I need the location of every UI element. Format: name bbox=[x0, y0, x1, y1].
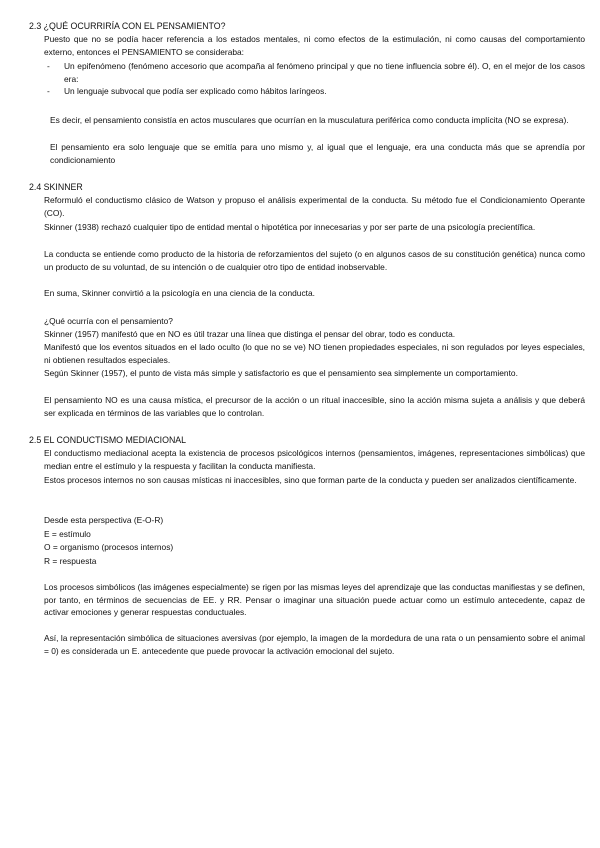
bullet-text: Un lenguaje subvocal que podía ser explicado como hábitos laríngeos. bbox=[64, 86, 327, 97]
section-2-4-para-2: Skinner (1938) rechazó cualquier tipo de entidad mental o hipotética por innecesarias y por ser parte de una psicología precientífica. bbox=[44, 222, 536, 232]
section-2-5-para-3: Los procesos simbólicos (las imágenes especialmente) se rigen por las mismas leyes del aprendizaje que las conductas manifiestas y se definen, por tanto, en términos de secuencias de EE. y RR. Pensar o imaginar una situación puede actuar como un estímulo antecedente, capaz de activar emociones y generar respuestas conductuales. bbox=[44, 582, 585, 618]
section-2-3-bullet-list bbox=[44, 60, 585, 98]
section-2-3-para-2: El pensamiento era solo lenguaje que se emitía para uno mismo y, al igual que el lenguaje, era una conducta más que se aprendía por condicionamiento bbox=[50, 142, 585, 165]
eor-model-o: O = organismo (procesos internos) bbox=[44, 542, 174, 552]
section-2-3-para-1: Es decir, el pensamiento consistía en actos musculares que ocurrían en la musculatura periférica como conducta implícita (NO se expresa). bbox=[50, 115, 569, 125]
section-2-4-para-1: Reformuló el conductismo clásico de Watson y propuso el análisis experimental de la conducta. Su método fue el Condicionamiento Operante (CO). bbox=[44, 195, 585, 218]
section-2-4-para-7: Según Skinner (1957), el punto de vista más simple y satisfactorio es que el pensamiento sea simplemente un comportamiento. bbox=[44, 368, 518, 378]
section-2-4-para-4: En suma, Skinner convirtió a la psicología en una ciencia de la conducta. bbox=[44, 288, 315, 298]
section-2-3-intro: Puesto que no se podía hacer referencia a los estados mentales, ni como efectos de la estimulación, ni como causas del comportamiento externo, entonces el PENSAMIENTO se consideraba: bbox=[44, 34, 585, 57]
section-2-4-heading: 2.4 SKINNER bbox=[29, 182, 83, 192]
section-2-5-para-2: Estos procesos internos no son causas místicas ni inaccesibles, sino que forman parte de la conducta y pueden ser analizados científicamente. bbox=[44, 475, 577, 485]
list-item bbox=[44, 85, 585, 98]
bullet-dash: - bbox=[47, 86, 50, 97]
list-item bbox=[44, 60, 585, 85]
bullet-dash: - bbox=[47, 61, 50, 71]
section-2-3-heading: 2.3 ¿QUÉ OCURRIRÍA CON EL PENSAMIENTO? bbox=[29, 21, 226, 31]
section-2-4-para-8: El pensamiento NO es una causa mística, el precursor de la acción o un ritual inaccesible, sino la acción misma sujeta a análisis y que deberá ser explicada en términos de las variables que lo controlan. bbox=[44, 395, 585, 418]
section-2-4-para-3: La conducta se entiende como producto de la historia de reforzamientos del sujeto (o en algunos casos de su constitución genética) nunca como un producto de su voluntad, de su intención o de cualquier otro tipo de entidad inobservable. bbox=[44, 249, 585, 272]
eor-model-title: Desde esta perspectiva (E-O-R) bbox=[44, 515, 164, 525]
section-2-4-para-5: Skinner (1957) manifestó que en NO es útil trazar una línea que distinga el pensar del obrar, todo es conducta. bbox=[44, 329, 456, 339]
section-2-5-heading: 2.5 EL CONDUCTISMO MEDIACIONAL bbox=[29, 435, 187, 445]
section-2-5-para-4: Así, la representación simbólica de situaciones aversivas (por ejemplo, la imagen de la mordedura de una rata o un pensamiento sobre el animal = 0) es considerada un E. antecedente que puede provocar la activación emocional del sujeto. bbox=[44, 633, 585, 656]
section-2-4-para-6: Manifestó que los eventos situados en el lado oculto (lo que no se ve) NO tienen propiedades especiales, ni son regulados por leyes especiales, ni obtienen resultados especiales. bbox=[44, 342, 585, 365]
section-2-4-subheading: ¿Qué ocurría con el pensamiento? bbox=[44, 316, 173, 326]
eor-model-r: R = respuesta bbox=[44, 556, 97, 566]
bullet-text: Un epifenómeno (fenómeno accesorio que acompaña al fenómeno principal y que no tiene influencia sobre él). O, en el mejor de los casos era: bbox=[64, 61, 585, 84]
section-2-5-para-1: El conductismo mediacional acepta la existencia de procesos psicológicos internos (pensamientos, imágenes, representaciones simbólicas) que median entre el estímulo y la respuesta y facilitan la conducta manifiesta. bbox=[44, 448, 585, 471]
eor-model-e: E = estímulo bbox=[44, 529, 91, 539]
